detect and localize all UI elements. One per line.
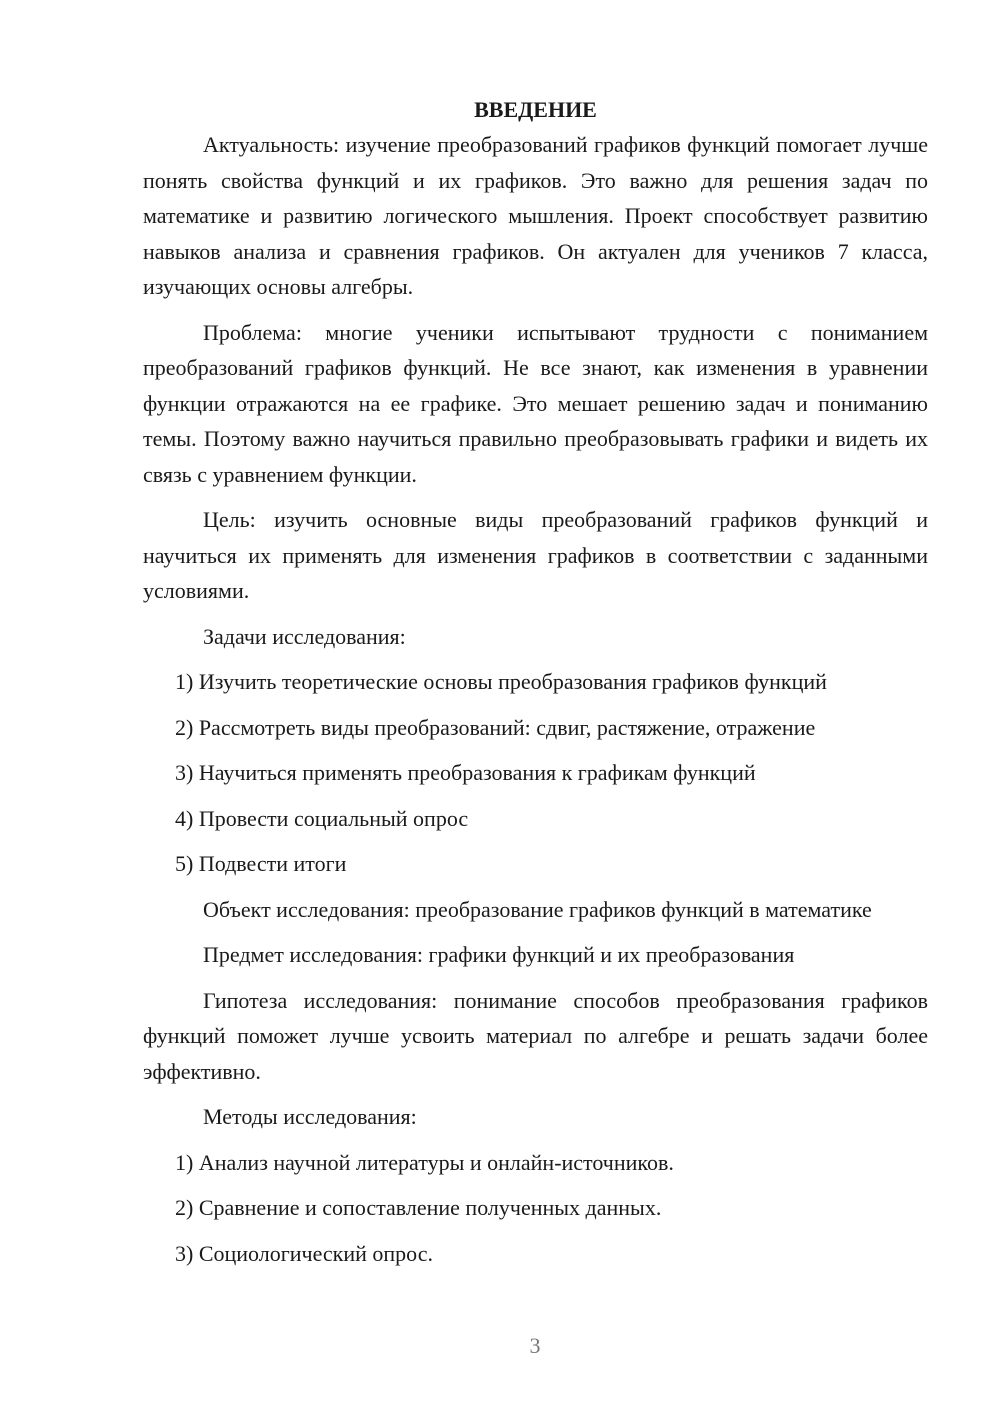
list-item: 1) Изучить теоретические основы преобразования графиков функций: [175, 669, 827, 694]
methods-list: [143, 1145, 928, 1272]
goal-paragraph: Цель: изучить основные виды преобразований графиков функций и научиться их применять для изменения графиков в соответствии с заданными условиями.: [143, 507, 928, 603]
list-item: 2) Рассмотреть виды преобразований: сдвиг, растяжение, отражение: [175, 714, 816, 740]
object-paragraph: Объект исследования: преобразование графиков функций в математике: [203, 896, 872, 922]
methods-heading: Методы исследования:: [203, 1104, 417, 1129]
document-page: [143, 92, 928, 1271]
list-item: 3) Социологический опрос.: [175, 1240, 433, 1266]
list-item: 1) Анализ научной литературы и онлайн-источников.: [175, 1149, 674, 1175]
relevance-paragraph: Актуальность: изучение преобразований графиков функций помогает лучше понять свойства функций и их графиков. Это важно для решения задач по математике и развитию логического мышления. Проект способствует развитию навыков анализа и сравнения графиков. Он актуален для учеников 7 класса, изучающих основы алгебры.: [143, 132, 928, 299]
tasks-list: [143, 664, 928, 882]
tasks-heading: Задачи исследования:: [203, 623, 406, 649]
hypothesis-paragraph: Гипотеза исследования: понимание способов преобразования графиков функций поможет лучше усвоить материал по алгебре и решать задачи более эффективно.: [143, 987, 928, 1084]
subject-paragraph: Предмет исследования: графики функций и их преобразования: [203, 942, 795, 967]
list-item: 2) Сравнение и сопоставление полученных данных.: [175, 1195, 662, 1220]
list-item: 5) Подвести итоги: [175, 851, 347, 876]
page-number: 3: [529, 1333, 541, 1358]
problem-paragraph: Проблема: многие ученики испытывают трудности с пониманием преобразований графиков функций. Не все знают, как изменения в уравнении функции отражаются на ее графике. Это мешает решению задач и пониманию темы. Поэтому важно научиться правильно преобразовывать графики и видеть их связь с уравнением функции.: [143, 319, 928, 487]
page-title: ВВЕДЕНИЕ: [474, 97, 597, 122]
list-item: 3) Научиться применять преобразования к графикам функций: [175, 760, 756, 785]
list-item: 4) Провести социальный опрос: [175, 805, 469, 831]
